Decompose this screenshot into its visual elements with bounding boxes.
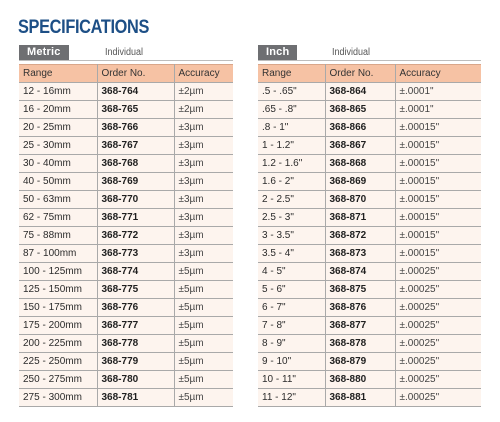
accuracy-cell: ±3µm (174, 119, 233, 137)
range-cell: 7 - 8" (258, 317, 325, 335)
order-no-cell: 368-775 (97, 281, 174, 299)
range-cell: 4 - 5" (258, 263, 325, 281)
table-row (19, 389, 233, 407)
range-cell: 6 - 7" (258, 299, 325, 317)
accuracy-cell: ±.00015" (395, 119, 481, 137)
range-cell: 87 - 100mm (19, 245, 97, 263)
range-cell: 3 - 3.5" (258, 227, 325, 245)
range-cell: 12 - 16mm (19, 83, 97, 101)
table-row (19, 83, 233, 101)
accuracy-cell: ±.00015" (395, 245, 481, 263)
accuracy-cell: ±.00025" (395, 389, 481, 407)
table-row (258, 371, 481, 389)
range-cell: 9 - 10" (258, 353, 325, 371)
range-cell: 275 - 300mm (19, 389, 97, 407)
order-no-cell: 368-770 (97, 191, 174, 209)
table-row (258, 389, 481, 407)
table-row (258, 137, 481, 155)
order-no-cell: 368-878 (325, 335, 395, 353)
metric-section (19, 45, 233, 403)
range-cell: 225 - 250mm (19, 353, 97, 371)
column-header-order-no: Order No. (325, 65, 395, 83)
table-row (19, 317, 233, 335)
range-cell: 2.5 - 3" (258, 209, 325, 227)
order-no-cell: 368-874 (325, 263, 395, 281)
table-row (19, 137, 233, 155)
order-no-cell: 368-873 (325, 245, 395, 263)
range-cell: 8 - 9" (258, 335, 325, 353)
order-no-cell: 368-880 (325, 371, 395, 389)
table-row (19, 299, 233, 317)
order-no-cell: 368-776 (97, 299, 174, 317)
table-row (258, 299, 481, 317)
order-no-cell: 368-875 (325, 281, 395, 299)
accuracy-cell: ±.00025" (395, 263, 481, 281)
table-row (19, 335, 233, 353)
range-cell: .8 - 1" (258, 119, 325, 137)
order-no-cell: 368-864 (325, 83, 395, 101)
range-cell: 150 - 175mm (19, 299, 97, 317)
page-title: SPECIFICATIONS (18, 17, 150, 38)
metric-header-rule (19, 60, 233, 61)
table-row (258, 101, 481, 119)
accuracy-cell: ±.0001" (395, 83, 481, 101)
column-header-range: Range (19, 65, 97, 83)
range-cell: 25 - 30mm (19, 137, 97, 155)
table-row (258, 83, 481, 101)
range-cell: 3.5 - 4" (258, 245, 325, 263)
inch-header (258, 45, 481, 62)
range-cell: .5 - .65" (258, 83, 325, 101)
order-no-cell: 368-774 (97, 263, 174, 281)
order-no-cell: 368-881 (325, 389, 395, 407)
order-no-cell: 368-772 (97, 227, 174, 245)
range-cell: 2 - 2.5" (258, 191, 325, 209)
accuracy-cell: ±.00025" (395, 371, 481, 389)
table-row (19, 191, 233, 209)
accuracy-cell: ±3µm (174, 173, 233, 191)
metric-spec-table (19, 64, 233, 407)
table-row (19, 245, 233, 263)
accuracy-cell: ±2µm (174, 83, 233, 101)
accuracy-cell: ±.00015" (395, 155, 481, 173)
accuracy-cell: ±5µm (174, 299, 233, 317)
accuracy-cell: ±.00015" (395, 209, 481, 227)
accuracy-cell: ±3µm (174, 191, 233, 209)
inch-individual-label: Individual (332, 47, 371, 58)
order-no-cell: 368-877 (325, 317, 395, 335)
accuracy-cell: ±.00025" (395, 317, 481, 335)
accuracy-cell: ±5µm (174, 353, 233, 371)
table-row (258, 353, 481, 371)
order-no-cell: 368-879 (325, 353, 395, 371)
accuracy-cell: ±.00015" (395, 227, 481, 245)
accuracy-cell: ±5µm (174, 263, 233, 281)
table-row (19, 371, 233, 389)
order-no-cell: 368-769 (97, 173, 174, 191)
order-no-cell: 368-871 (325, 209, 395, 227)
table-row (258, 245, 481, 263)
order-no-cell: 368-865 (325, 101, 395, 119)
range-cell: 100 - 125mm (19, 263, 97, 281)
accuracy-cell: ±3µm (174, 137, 233, 155)
inch-badge: Inch (258, 45, 297, 60)
column-header-range: Range (258, 65, 325, 83)
metric-header (19, 45, 233, 62)
column-header-accuracy: Accuracy (395, 65, 481, 83)
table-row (258, 173, 481, 191)
table-row (19, 155, 233, 173)
table-row (258, 209, 481, 227)
range-cell: 30 - 40mm (19, 155, 97, 173)
order-no-cell: 368-867 (325, 137, 395, 155)
order-no-cell: 368-768 (97, 155, 174, 173)
accuracy-cell: ±.00025" (395, 299, 481, 317)
order-no-cell: 368-779 (97, 353, 174, 371)
order-no-cell: 368-781 (97, 389, 174, 407)
range-cell: .65 - .8" (258, 101, 325, 119)
order-no-cell: 368-764 (97, 83, 174, 101)
inch-spec-table (258, 64, 481, 407)
table-row (19, 119, 233, 137)
metric-individual-label: Individual (105, 47, 144, 58)
range-cell: 5 - 6" (258, 281, 325, 299)
accuracy-cell: ±5µm (174, 281, 233, 299)
range-cell: 16 - 20mm (19, 101, 97, 119)
accuracy-cell: ±.00025" (395, 335, 481, 353)
accuracy-cell: ±.00015" (395, 191, 481, 209)
range-cell: 20 - 25mm (19, 119, 97, 137)
table-row (258, 263, 481, 281)
accuracy-cell: ±3µm (174, 227, 233, 245)
order-no-cell: 368-766 (97, 119, 174, 137)
range-cell: 11 - 12" (258, 389, 325, 407)
range-cell: 10 - 11" (258, 371, 325, 389)
accuracy-cell: ±.00015" (395, 173, 481, 191)
order-no-cell: 368-780 (97, 371, 174, 389)
table-row (19, 263, 233, 281)
range-cell: 40 - 50mm (19, 173, 97, 191)
range-cell: 1.2 - 1.6" (258, 155, 325, 173)
table-header-row (19, 65, 233, 83)
accuracy-cell: ±.0001" (395, 101, 481, 119)
order-no-cell: 368-869 (325, 173, 395, 191)
accuracy-cell: ±3µm (174, 209, 233, 227)
table-row (19, 173, 233, 191)
range-cell: 250 - 275mm (19, 371, 97, 389)
table-row (258, 281, 481, 299)
order-no-cell: 368-765 (97, 101, 174, 119)
range-cell: 1.6 - 2" (258, 173, 325, 191)
accuracy-cell: ±.00025" (395, 281, 481, 299)
table-row (19, 209, 233, 227)
column-header-accuracy: Accuracy (174, 65, 233, 83)
table-row (19, 227, 233, 245)
order-no-cell: 368-777 (97, 317, 174, 335)
order-no-cell: 368-771 (97, 209, 174, 227)
table-row (258, 119, 481, 137)
order-no-cell: 368-767 (97, 137, 174, 155)
column-header-order-no: Order No. (97, 65, 174, 83)
table-row (19, 353, 233, 371)
order-no-cell: 368-868 (325, 155, 395, 173)
table-row (258, 191, 481, 209)
order-no-cell: 368-876 (325, 299, 395, 317)
range-cell: 62 - 75mm (19, 209, 97, 227)
accuracy-cell: ±5µm (174, 389, 233, 407)
order-no-cell: 368-773 (97, 245, 174, 263)
metric-badge: Metric (19, 45, 69, 60)
table-row (258, 335, 481, 353)
table-row (258, 227, 481, 245)
range-cell: 125 - 150mm (19, 281, 97, 299)
accuracy-cell: ±5µm (174, 335, 233, 353)
table-row (258, 155, 481, 173)
table-header-row (258, 65, 481, 83)
order-no-cell: 368-866 (325, 119, 395, 137)
accuracy-cell: ±.00025" (395, 353, 481, 371)
accuracy-cell: ±2µm (174, 101, 233, 119)
order-no-cell: 368-778 (97, 335, 174, 353)
accuracy-cell: ±.00015" (395, 137, 481, 155)
range-cell: 75 - 88mm (19, 227, 97, 245)
table-row (258, 317, 481, 335)
accuracy-cell: ±5µm (174, 317, 233, 335)
range-cell: 200 - 225mm (19, 335, 97, 353)
inch-section (258, 45, 481, 403)
accuracy-cell: ±5µm (174, 371, 233, 389)
accuracy-cell: ±3µm (174, 245, 233, 263)
table-row (19, 281, 233, 299)
range-cell: 175 - 200mm (19, 317, 97, 335)
inch-header-rule (258, 60, 481, 61)
order-no-cell: 368-870 (325, 191, 395, 209)
table-row (19, 101, 233, 119)
range-cell: 1 - 1.2" (258, 137, 325, 155)
range-cell: 50 - 63mm (19, 191, 97, 209)
accuracy-cell: ±3µm (174, 155, 233, 173)
order-no-cell: 368-872 (325, 227, 395, 245)
